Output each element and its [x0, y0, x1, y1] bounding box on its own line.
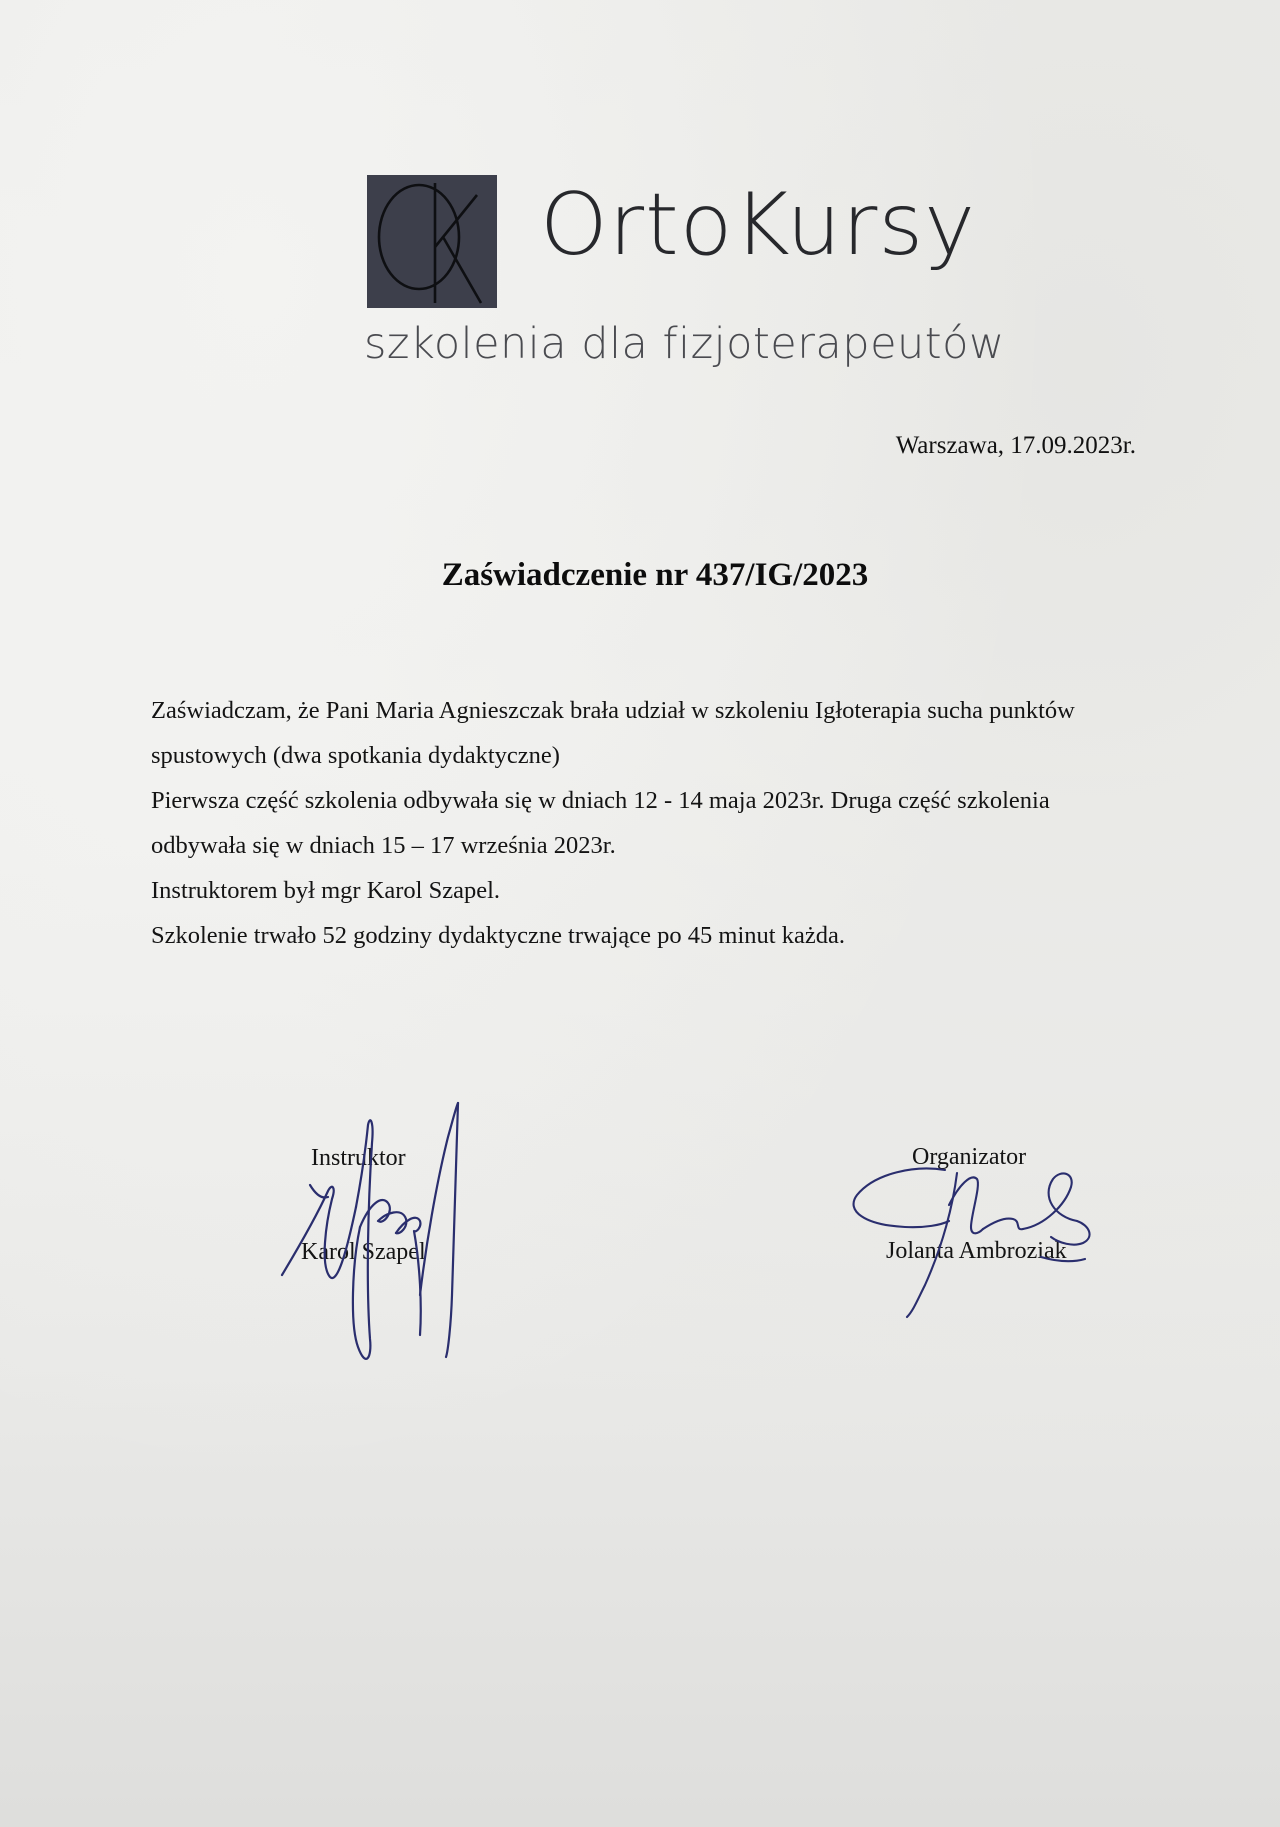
certificate-title: Zaświadczenie nr 437/IG/2023 [441, 557, 869, 593]
ok-monogram-icon [367, 175, 497, 308]
body-paragraph: Pierwsza część szkolenia odbywała się w dniach 12 - 14 maja 2023r. Druga część szkolenia odbywała się w dniach 15 – 17 września 2023r. [151, 787, 1050, 859]
organizer-role: Organizator [912, 1144, 1027, 1170]
brand-name: OrtoKursy [540, 175, 977, 275]
organizer-name: Jolanta Ambroziak [886, 1238, 1067, 1264]
instructor-role: Instruktor [311, 1145, 406, 1171]
body-paragraph: Szkolenie trwało 52 godziny dydaktyczne trwające po 45 minut każda. [151, 922, 845, 949]
instructor-name: Karol Szapel [301, 1239, 426, 1265]
organizer-signature-icon [845, 1145, 1105, 1320]
place-date: Warszawa, 17.09.2023r. [895, 432, 1136, 459]
brand-tagline: szkolenia dla fizjoterapeutów [364, 319, 1005, 369]
body-paragraph: Instruktorem był mgr Karol Szapel. [151, 877, 501, 904]
body-paragraph: Zaświadczam, że Pani Maria Agnieszczak brała udział w szkoleniu Igłoterapia sucha punktów spustowych (dwa spotkania dydaktyczne) [151, 697, 1075, 769]
certificate-body [151, 688, 1151, 958]
